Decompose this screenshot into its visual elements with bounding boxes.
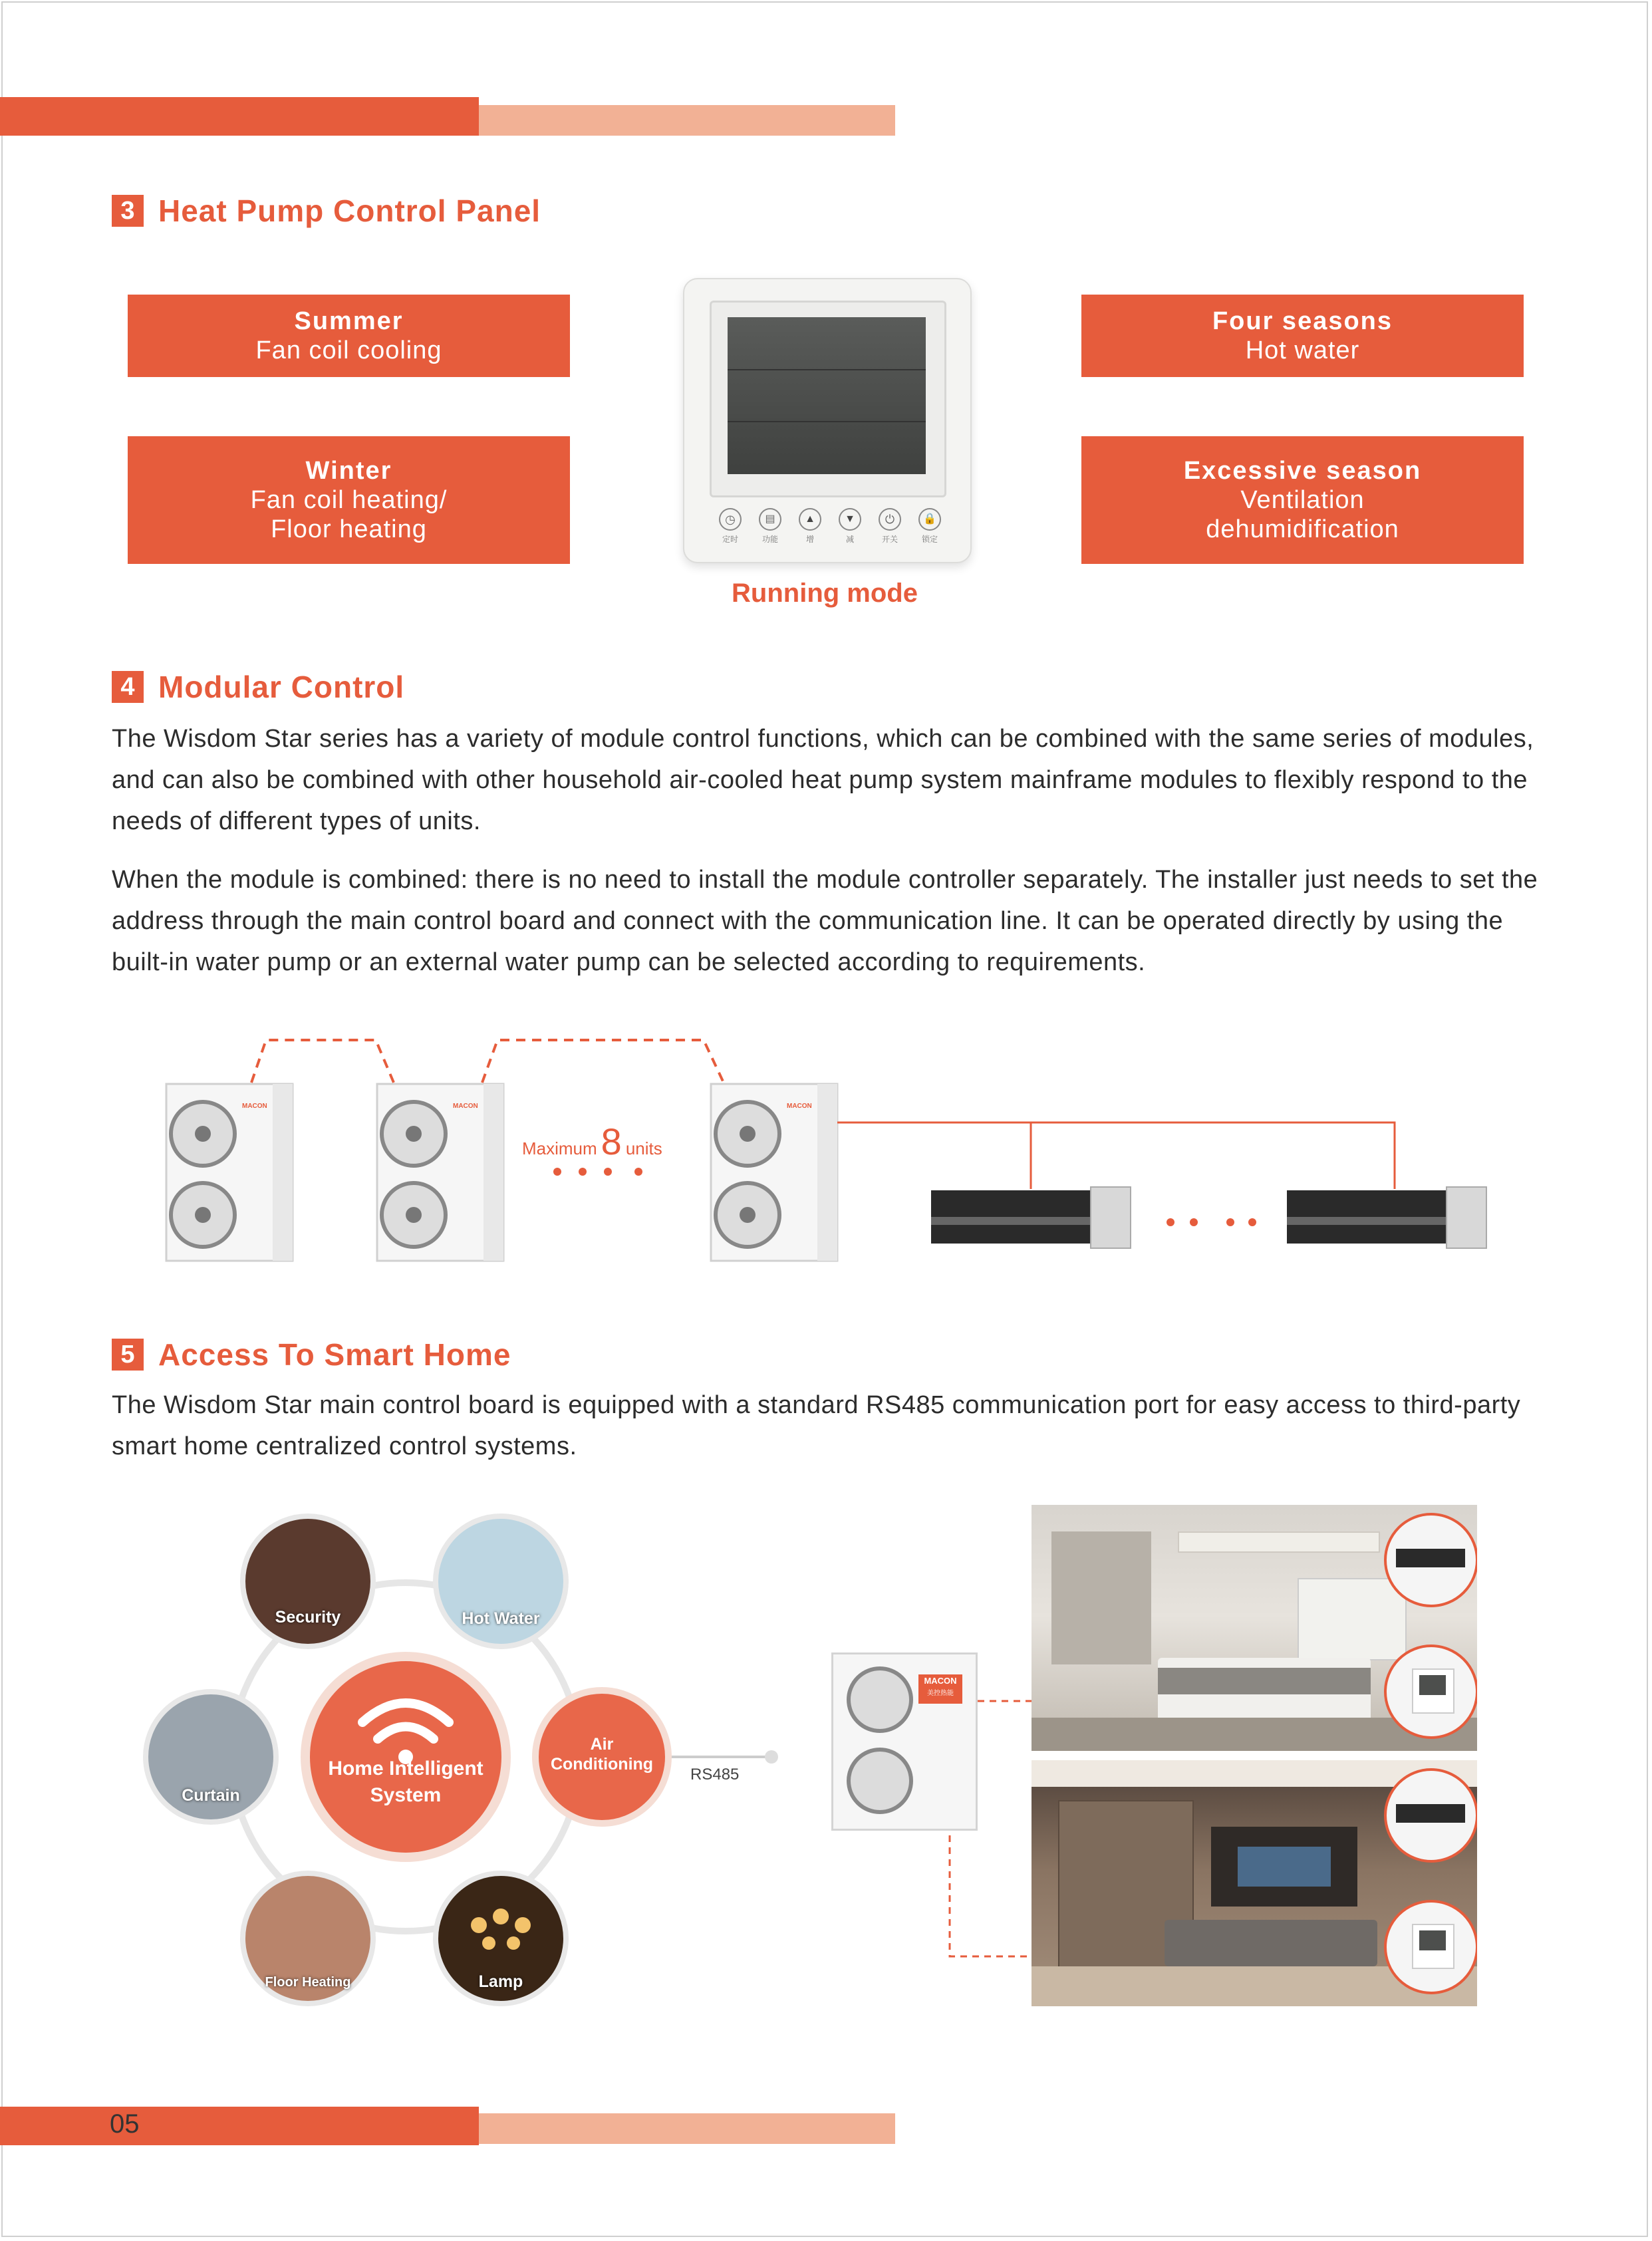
section-5-paragraph: The Wisdom Star main control board is equipped with a standard RS485 communication port for easy access to third-party smart home centralized control systems.	[112, 1391, 1521, 1460]
control-panel	[683, 278, 972, 563]
label-floor-heating: Floor Heating	[265, 1975, 351, 1990]
max-units-prefix: Maximum	[522, 1138, 597, 1158]
panel-button-power[interactable]	[873, 508, 906, 548]
mode-excessive-season-line-1: Ventilation	[1240, 486, 1365, 514]
clock-icon: ◷	[719, 508, 742, 531]
panel-button-lock[interactable]	[913, 508, 946, 548]
running-mode-caption: Running mode	[732, 579, 918, 608]
mode-four-seasons	[1081, 295, 1524, 377]
section-5-title: Access To Smart Home	[158, 1337, 511, 1372]
fan-bottom-icon	[847, 1748, 913, 1814]
mode-excessive-season	[1081, 436, 1524, 564]
detail-duct-unit-1	[1384, 1513, 1477, 1607]
section-3-number: 3	[112, 195, 144, 227]
triangle-down-icon: ▼	[839, 508, 861, 531]
mode-excessive-season-title: Excessive season	[1183, 457, 1422, 485]
duct-dots	[1167, 1218, 1256, 1226]
panel-button-lock-label: 锁定	[921, 535, 938, 544]
hub-label-line-1: Home Intelligent	[328, 1758, 483, 1780]
control-panel-bezel	[710, 301, 946, 497]
panel-button-up-label: 增	[805, 535, 814, 544]
section-4-heading	[112, 669, 404, 705]
max-units-suffix: units	[625, 1138, 662, 1158]
rs485-label: RS485	[690, 1766, 740, 1783]
menu-icon: ▤	[759, 508, 781, 531]
triangle-up-icon: ▲	[799, 508, 821, 531]
mode-winter-line-1: Fan coil heating/	[250, 486, 448, 514]
header-bar-light	[479, 105, 895, 136]
label-air-conditioning	[535, 1734, 668, 1774]
outdoor-unit-3	[711, 1084, 837, 1261]
hub-label	[299, 1756, 512, 1809]
panel-button-down[interactable]	[833, 508, 867, 548]
hub-label-line-2: System	[370, 1784, 442, 1806]
power-icon: ⏻	[879, 508, 901, 531]
section-4-paragraph-2: When the module is combined: there is no need to install the module controller separately. The installer just needs to set the address through the main control board and connect with the communication line. It can be operated directly by using the built-in water pump or an external water pump can be selected according to requirements.	[112, 866, 1538, 976]
unit-3-brand: MACON	[787, 1103, 812, 1110]
label-hot-water: Hot Water	[462, 1609, 540, 1628]
detail-duct-unit-2	[1384, 1768, 1477, 1863]
mode-winter-title: Winter	[305, 457, 392, 485]
footer-bar-light	[479, 2113, 895, 2144]
mode-winter-line-2: Floor heating	[271, 515, 427, 543]
unit-1-brand: MACON	[242, 1103, 267, 1110]
section-3-heading	[112, 193, 541, 229]
lock-icon: 🔒	[918, 508, 941, 531]
room-photo-bedroom-1	[1032, 1505, 1477, 1751]
control-panel-buttons	[714, 508, 946, 548]
dashed-link-2	[482, 1040, 724, 1083]
smart-home-unit-brand: MACON	[924, 1676, 957, 1686]
section-4-title: Modular Control	[158, 670, 405, 704]
section-5-number: 5	[112, 1339, 144, 1371]
outdoor-unit-1	[166, 1084, 293, 1261]
label-security: Security	[275, 1608, 341, 1627]
panel-button-down-label: 减	[845, 535, 854, 544]
label-lamp: Lamp	[478, 1972, 523, 1991]
max-units-number: 8	[601, 1120, 622, 1162]
section-5-heading	[112, 1337, 511, 1373]
page-number: 05	[110, 2109, 140, 2139]
panel-button-function[interactable]	[754, 508, 787, 548]
section-3-title: Heat Pump Control Panel	[158, 194, 541, 228]
mode-excessive-season-line-2: dehumidification	[1206, 515, 1399, 543]
label-air-conditioning-line-2: Conditioning	[550, 1755, 654, 1774]
label-air-conditioning-line-1: Air	[590, 1735, 614, 1754]
label-curtain: Curtain	[182, 1786, 240, 1805]
panel-button-function-label: 功能	[761, 535, 778, 544]
mode-summer-title: Summer	[294, 307, 404, 335]
footer-bar-dark	[0, 2107, 479, 2145]
section-4-paragraph-1: The Wisdom Star series has a variety of module control functions, which can be combined with the same series of modules, and can also be combined with other household air-cooled heat pump system mainframe modules to flexibly respond to the needs of different types of units.	[112, 725, 1534, 835]
dashed-link-1	[251, 1040, 394, 1083]
mode-four-seasons-title: Four seasons	[1212, 307, 1393, 335]
modular-dots	[553, 1168, 642, 1176]
unit-2-brand: MACON	[453, 1103, 478, 1110]
rs485-endpoint	[765, 1750, 778, 1764]
pipe-line	[837, 1122, 1395, 1189]
detail-controller-1	[1384, 1645, 1477, 1739]
fan-top-icon	[847, 1666, 913, 1733]
mode-summer	[128, 295, 570, 377]
max-units-label	[522, 1120, 662, 1163]
mode-four-seasons-line: Hot water	[1245, 336, 1360, 364]
smart-home-unit-brand-cn: 美控热能	[927, 1690, 954, 1697]
panel-button-timer-label: 定时	[722, 535, 738, 544]
mode-winter	[128, 436, 570, 564]
outdoor-unit-2	[377, 1084, 503, 1261]
detail-controller-2	[1384, 1900, 1477, 1994]
header-bar-dark	[0, 97, 479, 136]
room-photo-bedroom-2	[1032, 1760, 1477, 2006]
panel-button-timer[interactable]	[714, 508, 747, 548]
control-panel-screen	[728, 317, 926, 474]
duct-unit-2	[1287, 1187, 1486, 1248]
duct-unit-1	[931, 1187, 1131, 1248]
modular-diagram	[0, 1024, 1652, 1277]
panel-button-up[interactable]	[793, 508, 827, 548]
panel-button-power-label: 开关	[881, 535, 898, 544]
mode-summer-line: Fan coil cooling	[255, 336, 442, 364]
section-4-number: 4	[112, 671, 144, 703]
